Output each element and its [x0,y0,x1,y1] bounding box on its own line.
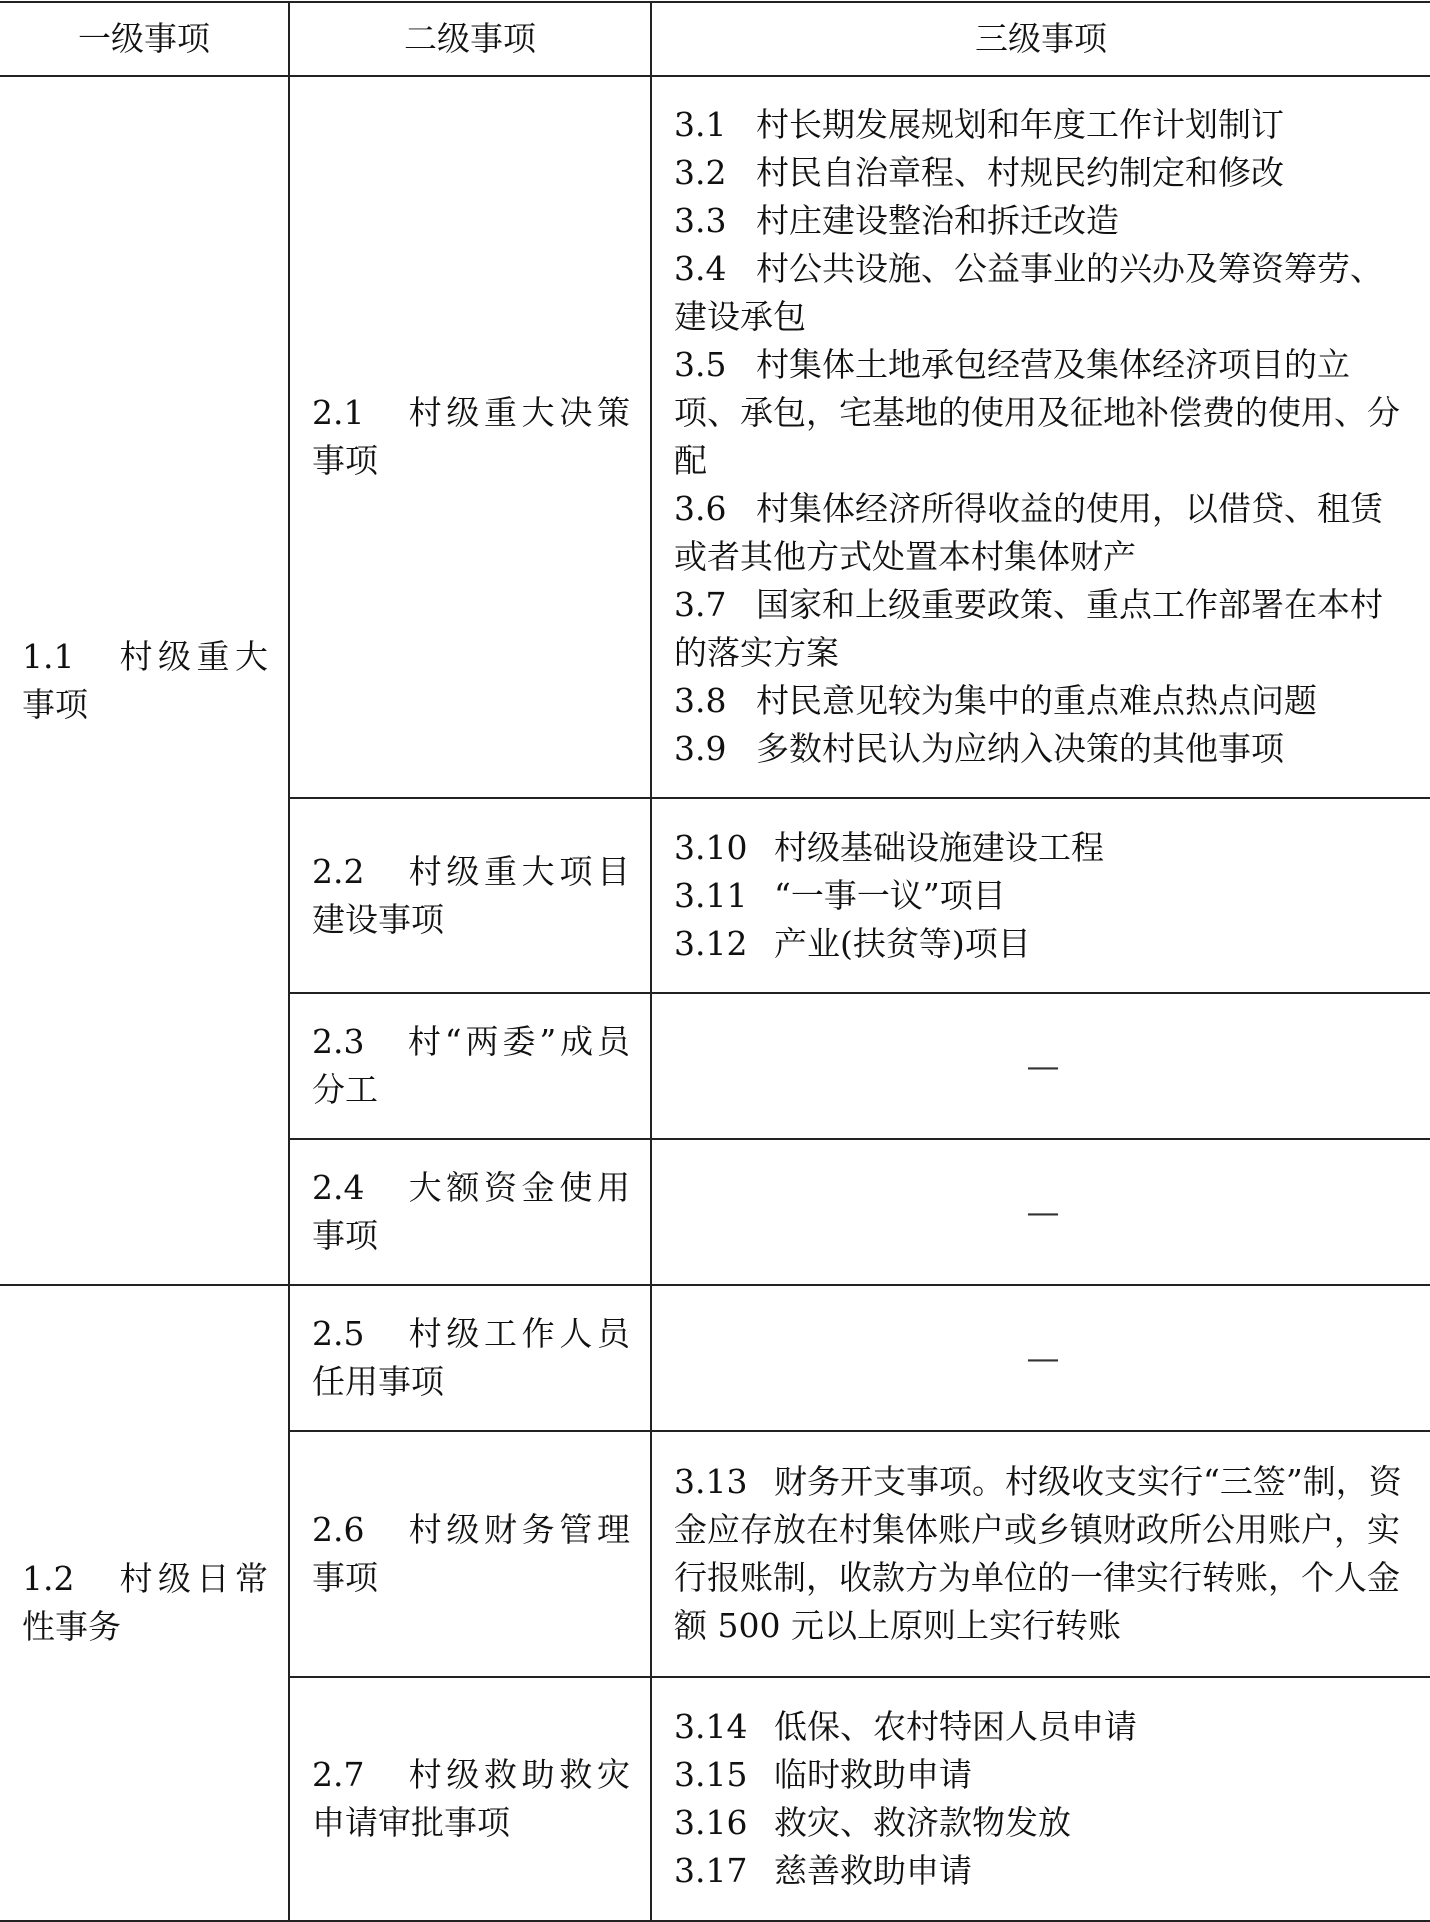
level3-item [674,197,1412,245]
empty-level3-cell: — [651,1139,1430,1285]
level2-number: 2.6 [312,1510,365,1549]
level3-cell [651,1677,1430,1921]
level3-number: 3.12 [674,923,748,963]
level3-text: 财务开支事项。村级收支实行“三签”制，资金应存放在村集体账户或乡镇财政所公用账户，实行报账制，收款方为单位的一律实行转账，个人金额 500 元以上原则上实行转账 [674,1462,1402,1645]
level3-number: 3.6 [674,489,727,528]
level3-item [674,149,1412,197]
level3-text: 村长期发展规划和年度工作计划制订 [756,105,1284,144]
level3-text: 国家和上级重要政策、重点工作部署在本村的落实方案 [674,585,1383,672]
level3-text: “一事一议”项目 [774,875,1006,915]
level3-item [674,1458,1412,1650]
level2-cell [289,1431,651,1677]
level3-item [674,245,1412,341]
level3-text: 临时救助申请 [774,1755,972,1794]
level3-item [674,725,1412,773]
level2-cell [289,798,651,993]
level2-title: 村“两委”成员分工 [312,1022,630,1109]
level3-text: 村公共设施、公益事业的兴办及筹资筹劳、建设承包 [674,249,1383,336]
level3-text: 村民意见较为集中的重点难点热点问题 [756,681,1317,720]
empty-level3-cell: — [651,1285,1430,1431]
level2-cell [289,1677,651,1921]
level3-item [674,677,1412,725]
level3-item [674,824,1412,872]
level3-number: 3.11 [674,875,748,915]
table-row [0,1285,1430,1431]
level3-text: 慈善救助申请 [774,1851,972,1890]
level3-number: 3.2 [674,153,727,192]
header-level1: 一级事项 [0,2,289,76]
village-matters-table [0,1,1430,1922]
table-row [0,76,1430,798]
level3-text: 村集体土地承包经营及集体经济项目的立项、承包，宅基地的使用及征地补偿费的使用、分配 [674,345,1400,480]
level2-cell [289,1139,651,1285]
level2-title: 村级重大项目建设事项 [312,851,630,939]
level3-number: 3.10 [674,827,748,867]
level3-item [674,872,1412,920]
level1-title: 村级日常性事务 [22,1559,268,1646]
level3-cell [651,76,1430,798]
level3-number: 3.8 [674,681,727,720]
level3-number: 3.5 [674,345,727,384]
level3-item [674,1799,1412,1847]
level3-text: 多数村民认为应纳入决策的其他事项 [756,729,1284,768]
level3-text: 救灾、救济款物发放 [774,1803,1071,1842]
level1-title: 村级重大事项 [22,636,268,724]
level2-number: 2.1 [312,393,365,432]
level3-number: 3.7 [674,585,727,624]
level3-number: 3.16 [674,1803,748,1842]
level3-item [674,101,1412,149]
level2-title: 村级工作人员任用事项 [312,1314,630,1401]
header-level3: 三级事项 [651,2,1430,76]
level3-number: 3.17 [674,1851,748,1890]
level2-number: 2.7 [312,1755,365,1794]
level3-text: 村庄建设整治和拆迁改造 [756,201,1119,240]
level3-text: 村集体经济所得收益的使用，以借贷、租赁或者其他方式处置本村集体财产 [674,489,1383,576]
level2-number: 2.2 [312,851,365,891]
header-level2: 二级事项 [289,2,651,76]
level3-number: 3.14 [674,1707,748,1746]
level1-cell [0,1285,289,1921]
level3-cell [651,798,1430,993]
level3-text: 村民自治章程、村规民约制定和修改 [756,153,1284,192]
level3-number: 3.1 [674,105,727,144]
level3-item [674,920,1412,968]
level2-number: 2.3 [312,1022,365,1061]
level3-text: 低保、农村特困人员申请 [774,1707,1137,1746]
level3-number: 3.4 [674,249,727,288]
level2-title: 村级重大决策事项 [312,393,630,480]
level2-number: 2.4 [312,1168,365,1207]
level3-number: 3.13 [674,1462,748,1501]
level3-item [674,1847,1412,1895]
level3-number: 3.3 [674,201,727,240]
level2-cell [289,993,651,1139]
level2-title: 村级救助救灾申请审批事项 [312,1755,630,1842]
level2-cell [289,1285,651,1431]
level2-number: 2.5 [312,1314,365,1353]
level3-item [674,341,1412,485]
level3-item [674,1703,1412,1751]
level1-number: 1.2 [22,1559,75,1598]
level3-number: 3.15 [674,1755,748,1794]
level1-cell [0,76,289,1285]
level1-number: 1.1 [22,636,75,676]
level3-item [674,581,1412,677]
level3-number: 3.9 [674,729,727,768]
level3-item [674,485,1412,581]
empty-level3-cell: — [651,993,1430,1139]
level3-text: 村级基础设施建设工程 [774,827,1104,867]
level3-item [674,1751,1412,1799]
header-row [0,2,1430,76]
level3-text: 产业(扶贫等)项目 [774,923,1031,963]
level2-cell [289,76,651,798]
level2-title: 村级财务管理事项 [312,1510,630,1597]
level2-title: 大额资金使用事项 [312,1168,630,1255]
level3-cell [651,1431,1430,1677]
